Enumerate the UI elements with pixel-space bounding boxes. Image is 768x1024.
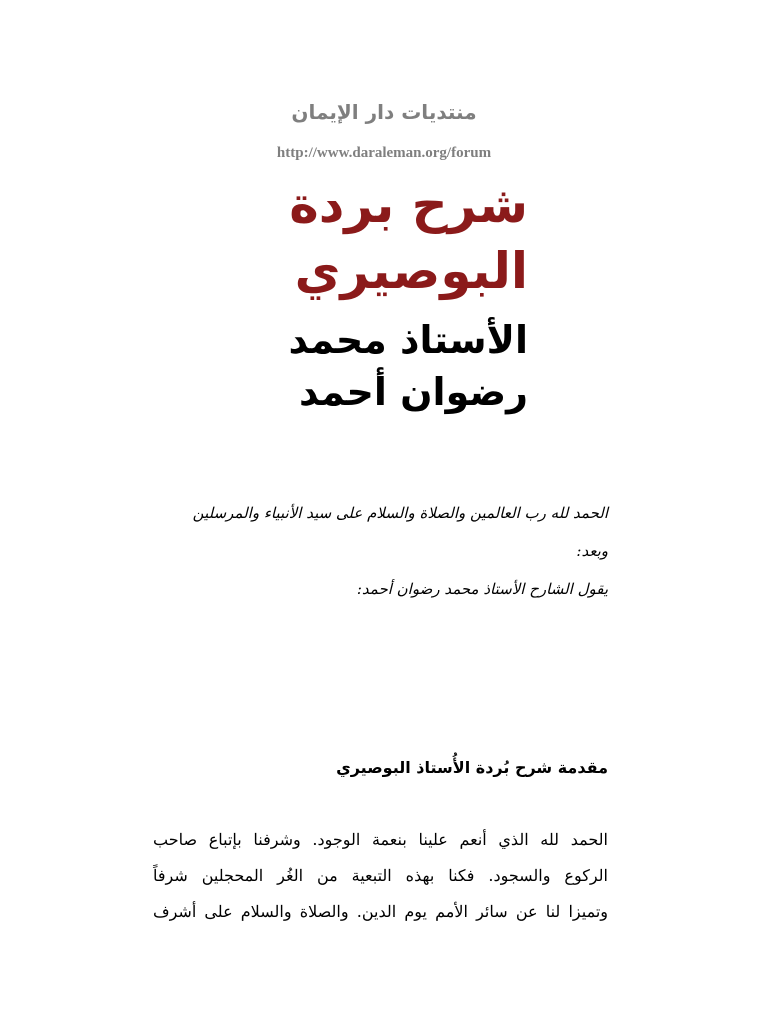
author-line-1: الأستاذ محمد bbox=[288, 318, 528, 362]
body-paragraph bbox=[153, 822, 608, 930]
body-line: الركوع والسجود. فكنا بهذه التبعية من الغُر المحجلين شرفاً bbox=[153, 866, 608, 885]
intro-line-3: يقول الشارح الأستاذ محمد رضوان أحمد: bbox=[356, 580, 608, 598]
forum-name: منتديات دار الإيمان bbox=[291, 100, 477, 124]
author-name bbox=[128, 314, 528, 418]
body-line: الحمد لله الذي أنعم علينا بنعمة الوجود. وشرفنا بإتباع صاحب bbox=[153, 830, 608, 849]
intro-line-1: الحمد لله رب العالمين والصلاة والسلام على سيد الأنبياء والمرسلين bbox=[192, 504, 608, 522]
forum-url: http://www.daraleman.org/forum bbox=[276, 145, 492, 161]
title-line-1: شرح بردة bbox=[289, 176, 528, 234]
title-line-2: البوصيري bbox=[294, 242, 528, 300]
document-title bbox=[128, 172, 528, 304]
intro-paragraph bbox=[148, 498, 608, 612]
intro-line-2: وبعد: bbox=[576, 542, 608, 560]
section-heading: مقدمة شرح بُردة الأُستاذ البوصيري bbox=[336, 758, 608, 777]
body-line: وتميزا لنا عن سائر الأمم يوم الدين. والصلاة والسلام على أشرف bbox=[153, 902, 608, 921]
author-line-2: رضوان أحمد bbox=[299, 370, 528, 414]
